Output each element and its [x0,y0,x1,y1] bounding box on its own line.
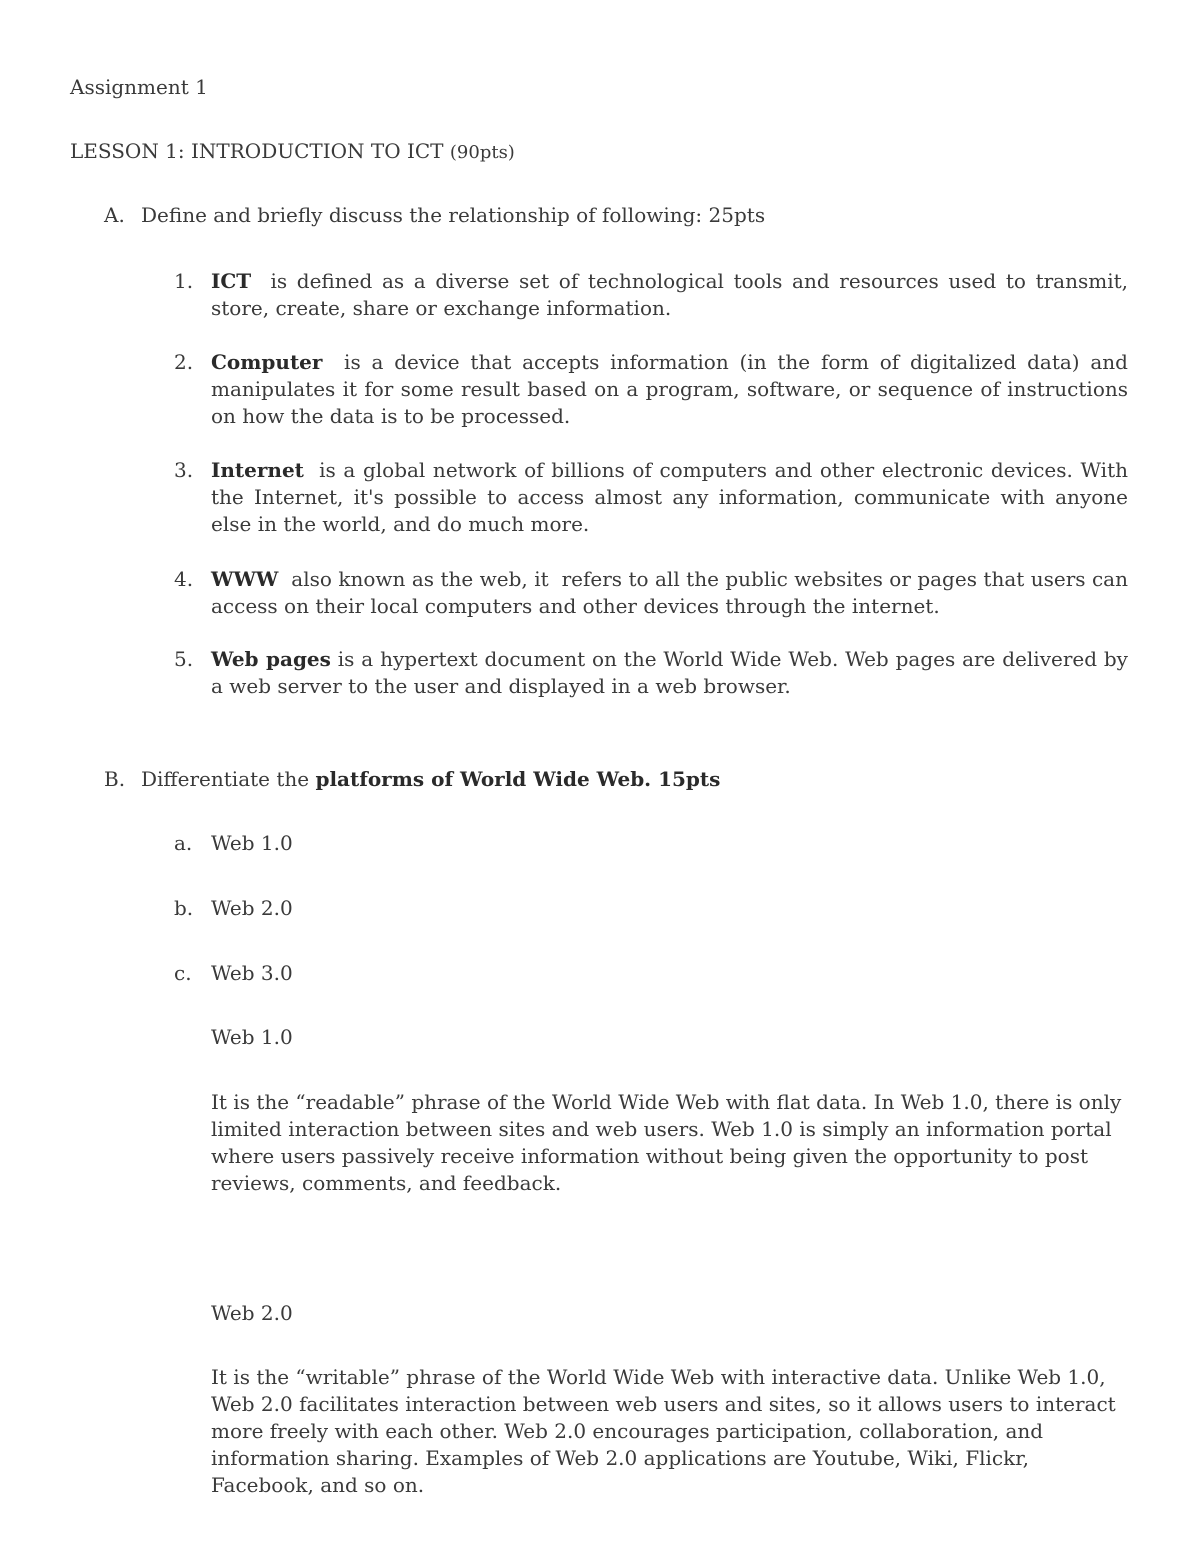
section-b-marker: B. [104,767,126,791]
web2-heading: Web 2.0 [211,1301,293,1325]
item-4-definition [211,566,1135,620]
section-b-prompt-bold: platforms of World Wide Web. 15pts [315,767,721,791]
item-1-marker: 1. [174,269,194,293]
list-b-item: Web 2.0 [211,896,293,920]
section-a-prompt: Define and briefly discuss the relationship of following: 25pts [141,203,766,227]
item-4-text: also known as the web, it refers to all the public websites or pages that users can access on their local computers and other devices through the internet. [211,567,1135,618]
item-2-text: is a device that accepts information (in the form of digitalized data) and manipulates it for some result based on a program, software, or sequence of instructions on how the data is to be processed. [211,350,1135,428]
list-c-item: Web 3.0 [211,961,293,985]
web2-description: It is the “writable” phrase of the World Wide Web with interactive data. Unlike Web 1.0, Web 2.0 facilitates interaction between web users and sites, so it allows users to interact more freely with each other. Web 2.0 encourages participation, collaboration, and information sharing. Examples of Web 2.0 applications are Youtube, Wiki, Flickr, Facebook, and so on. [211,1365,1116,1497]
web1-description: It is the “readable” phrase of the World Wide Web with flat data. In Web 1.0, there is only limited interaction between sites and web users. Web 1.0 is simply an information portal where users passively receive information without being given the opportunity to post reviews, comments, and feedback. [211,1090,1122,1195]
term-web-pages: Web pages [211,647,331,671]
lesson-heading [70,138,515,166]
item-2-definition [211,349,1135,430]
item-1-text: is defined as a diverse set of technological tools and resources used to transmit, store, create, share or exchange information. [211,269,1135,320]
term-www: WWW [211,567,279,591]
assignment-title: Assignment 1 [70,75,208,99]
item-5-marker: 5. [174,647,194,671]
item-3-text: is a global network of billions of computers and other electronic devices. With the Internet, it's possible to access almost any information, communicate with anyone else in the world, and do much more. [211,458,1135,536]
section-b-prompt [141,766,720,793]
list-a-marker: a. [174,831,193,855]
term-ict: ICT [211,269,252,293]
list-b-marker: b. [174,896,194,920]
section-b-prompt-text: Differentiate the [141,767,316,791]
item-4-marker: 4. [174,567,194,591]
lesson-points: (90pts) [449,142,515,163]
item-3-marker: 3. [174,458,194,482]
web1-heading: Web 1.0 [211,1025,293,1049]
item-2-marker: 2. [174,350,194,374]
item-5-definition [211,646,1135,700]
item-1-definition [211,268,1135,322]
term-internet: Internet [211,458,304,482]
item-5-text: is a hypertext document on the World Wide Web. Web pages are delivered by a web server to the user and displayed in a web browser. [211,647,1135,698]
list-c-marker: c. [174,961,192,985]
list-a-item: Web 1.0 [211,831,293,855]
term-computer: Computer [211,350,323,374]
section-a-marker: A. [104,203,125,227]
item-3-definition [211,457,1135,538]
lesson-heading-text: LESSON 1: INTRODUCTION TO ICT [70,139,444,163]
